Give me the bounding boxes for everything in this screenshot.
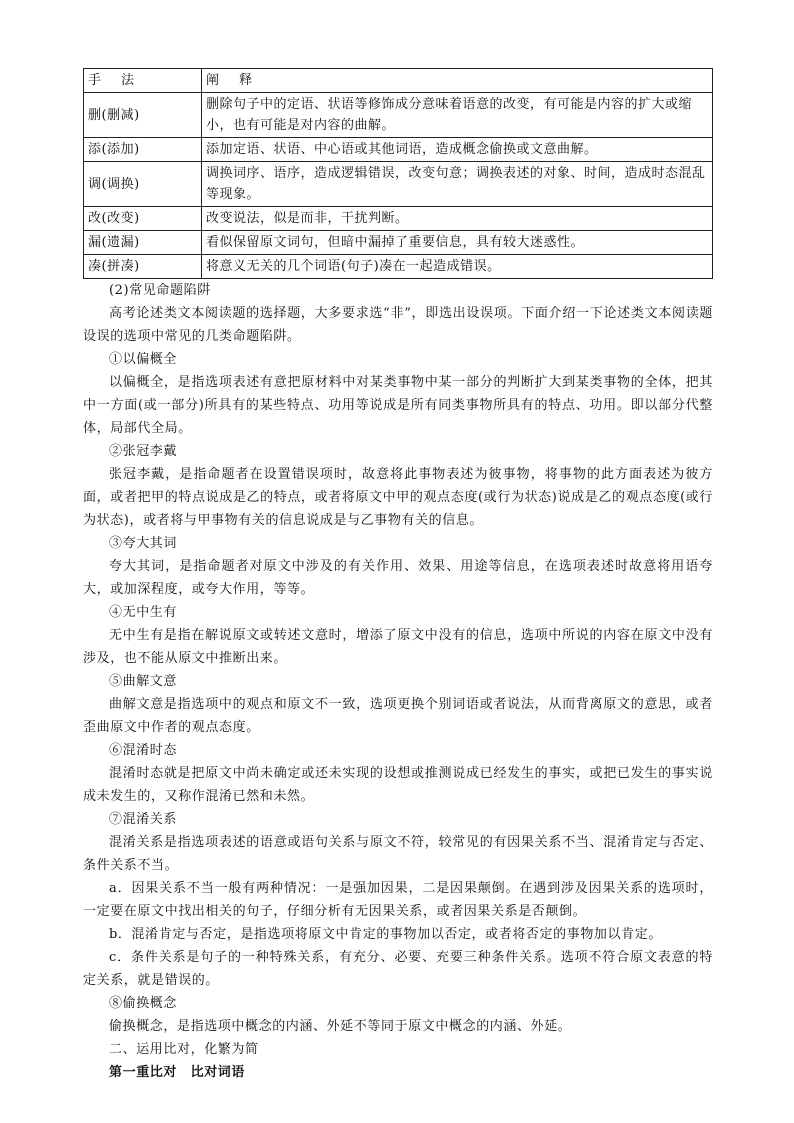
trap-title: ①以偏概全 [109, 352, 178, 367]
table-cell-method: 凑(拼凑) [84, 255, 202, 279]
table-cell-method: 漏(遗漏) [84, 231, 202, 255]
table-row [84, 207, 713, 231]
table-row [84, 162, 713, 207]
table-cell-desc: 改变说法，似是而非，干扰判断。 [202, 207, 713, 231]
trap-title: ⑦混淆关系 [109, 812, 178, 827]
section-heading: (2)常见命题陷阱 [109, 283, 211, 298]
trap-title: ③夸大其词 [109, 536, 178, 551]
table-cell-desc: 调换词序、语序，造成逻辑错误，改变句意；调换表述的对象、时间，造成时态混乱等现象。 [202, 162, 713, 207]
section-intro: 高考论述类文本阅读题的选择题，大多要求选“非”，即选出设误项。下面介绍一下论述类文本阅读题设误的选项中常见的几类命题陷阱。 [83, 306, 713, 344]
trap-text: 混淆时态就是把原文中尚未确定或还未实现的设想或推测说成已经发生的事实，或把已发生的事实说成未发生的，又称作混淆已然和未然。 [83, 766, 713, 804]
table-cell-method: 改(改变) [84, 207, 202, 231]
table-cell-method: 添(添加) [84, 138, 202, 162]
table-row [84, 93, 713, 138]
trap-title: ⑥混淆时态 [109, 743, 178, 758]
table-header-desc: 阐 释 [202, 69, 713, 93]
table-row [84, 255, 713, 279]
table-cell-desc: 将意义无关的几个词语(句子)凑在一起造成错误。 [202, 255, 713, 279]
trap-subitem-a: a．因果关系不当一般有两种情况：一是强加因果，二是因果颠倒。在遇到涉及因果关系的选项时，一定要在原文中找出相关的句子，仔细分析有无因果关系，或者因果关系是否颠倒。 [83, 881, 713, 919]
section-two-subheading: 第一重比对 比对词语 [109, 1065, 246, 1080]
trap-text: 张冠李戴，是指命题者在设置错误项时，故意将此事物表述为彼事物，将事物的此方面表述为彼方面，或者把甲的特点说成是乙的特点，或者将原文中甲的观点态度(或行为状态)说成是乙的观点态度(或行为状态)，或者将与甲事物有关的信息说成是与乙事物有关的信息。 [83, 467, 713, 528]
trap-title: ⑧偷换概念 [109, 996, 178, 1011]
trap-text: 偷换概念，是指选项中概念的内涵、外延不等同于原文中概念的内涵、外延。 [109, 1019, 572, 1034]
document-page [83, 68, 713, 1084]
trap-subitem-b: b．混淆肯定与否定，是指选项将原文中肯定的事物加以否定，或者将否定的事物加以肯定。 [109, 927, 662, 942]
trap-subitem-c: c．条件关系是句子的一种特殊关系，有充分、必要、充要三种条件关系。选项不符合原文表意的特定关系，就是错误的。 [83, 950, 713, 988]
table-cell-desc: 看似保留原文词句，但暗中漏掉了重要信息，具有较大迷惑性。 [202, 231, 713, 255]
trap-text: 无中生有是指在解说原文或转述文意时，增添了原文中没有的信息，选项中所说的内容在原文中没有涉及，也不能从原文中推断出来。 [83, 628, 713, 666]
trap-text: 夸大其词，是指命题者对原文中涉及的有关作用、效果、用途等信息，在选项表述时故意将用语夸大，或加深程度，或夸大作用，等等。 [83, 559, 713, 597]
section-two-heading: 二、运用比对，化繁为简 [109, 1042, 259, 1057]
methods-table [83, 68, 713, 279]
table-header-row [84, 69, 713, 93]
trap-text: 曲解文意是指选项中的观点和原文不一致，选项更换个别词语或者说法，从而背离原文的意思，或者歪曲原文中作者的观点态度。 [83, 697, 713, 735]
table-cell-method: 删(删减) [84, 93, 202, 138]
trap-text: 以偏概全，是指选项表述有意把原材料中对某类事物中某一部分的判断扩大到某类事物的全体，把其中一方面(或一部分)所具有的某些特点、功用等说成是所有同类事物所具有的特点、功用。即以部分代整体，局部代全局。 [83, 375, 713, 436]
table-cell-desc: 添加定语、状语、中心语或其他词语，造成概念偷换或文意曲解。 [202, 138, 713, 162]
trap-title: ②张冠李戴 [109, 444, 178, 459]
table-row [84, 138, 713, 162]
table-cell-method: 调(调换) [84, 162, 202, 207]
table-row [84, 231, 713, 255]
trap-title: ④无中生有 [109, 605, 178, 620]
table-cell-desc: 删除句子中的定语、状语等修饰成分意味着语意的改变，有可能是内容的扩大或缩小，也有可能是对内容的曲解。 [202, 93, 713, 138]
trap-title: ⑤曲解文意 [109, 674, 178, 689]
table-header-method: 手 法 [84, 69, 202, 93]
body-text [83, 279, 713, 1084]
trap-text: 混淆关系是指选项表述的语意或语句关系与原文不符，较常见的有因果关系不当、混淆肯定与否定、条件关系不当。 [83, 835, 713, 873]
